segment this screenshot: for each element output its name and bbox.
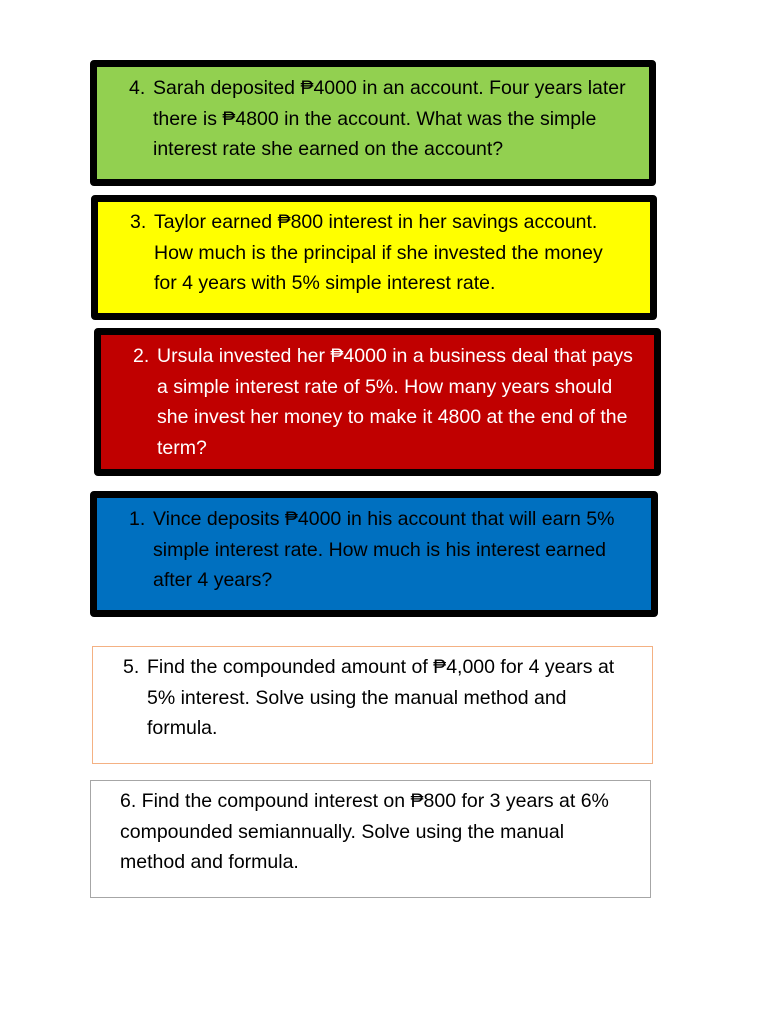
problem-card-2 xyxy=(94,328,661,476)
problem-text: Vince deposits ₱4000 in his account that will earn 5% simple interest rate. How much is his interest earned after 4 years? xyxy=(153,508,615,591)
problem-card-5 xyxy=(92,646,653,764)
problem-card-3 xyxy=(91,195,657,320)
problem-card-6 xyxy=(90,780,651,898)
problem-item xyxy=(130,207,630,299)
problem-card-4 xyxy=(90,60,656,186)
problem-text: 6. Find the compound interest on ₱800 for 3 years at 6% compounded semiannually. Solve using the manual method and formula. xyxy=(120,790,609,873)
problem-number: 2. xyxy=(133,345,150,367)
problem-item xyxy=(120,786,632,878)
problem-number: 1. xyxy=(129,508,146,530)
problem-item xyxy=(123,652,632,744)
problem-item xyxy=(133,341,634,463)
problem-item xyxy=(129,73,629,165)
problem-number: 3. xyxy=(130,211,147,233)
problem-text: Sarah deposited ₱4000 in an account. Four years later there is ₱4800 in the account. What was the simple interest rate she earned on the account? xyxy=(153,77,626,160)
problem-text: Taylor earned ₱800 interest in her savings account. How much is the principal if she invested the money for 4 years with 5% simple interest rate. xyxy=(154,211,603,294)
problem-number: 5. xyxy=(123,656,140,678)
problem-number: 4. xyxy=(129,77,146,99)
problem-item xyxy=(129,504,631,596)
problem-text: Ursula invested her ₱4000 in a business deal that pays a simple interest rate of 5%. How many years should she invest her money to make it 4800 at the end of the term? xyxy=(157,345,633,459)
problem-text: Find the compounded amount of ₱4,000 for 4 years at 5% interest. Solve using the manual method and formula. xyxy=(147,656,615,739)
problem-card-1 xyxy=(90,491,658,617)
